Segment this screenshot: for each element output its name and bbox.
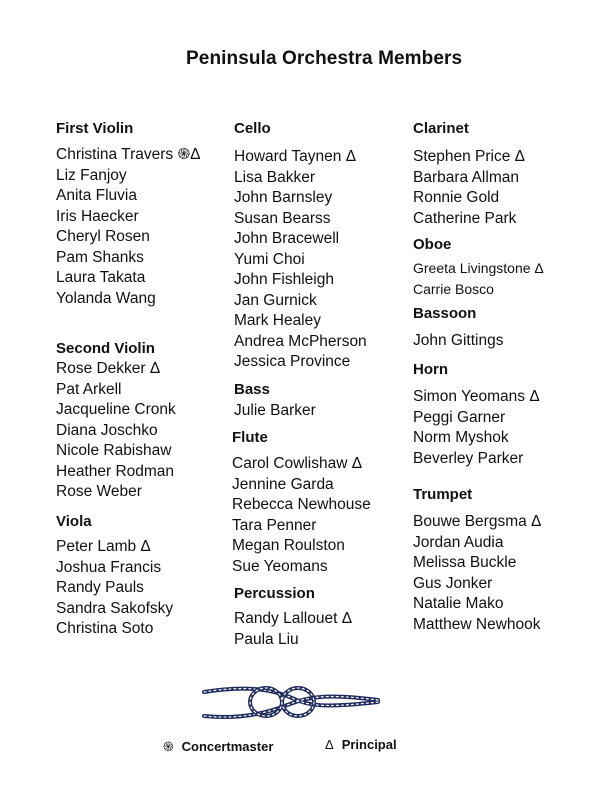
member-list-percussion: [234, 609, 352, 650]
member-name: Christina Soto: [56, 620, 154, 637]
legend-principal: [325, 737, 397, 752]
section-percussion: [234, 584, 352, 650]
section-first-violin: [56, 119, 200, 309]
member-list-bassoon: [413, 331, 503, 352]
section-heading-bass: Bass: [234, 381, 270, 398]
member-name: Julie Barker: [234, 402, 316, 419]
section-viola: [56, 512, 173, 640]
member-name: Carrie Bosco: [413, 280, 494, 297]
page-title: Peninsula Orchestra Members: [186, 48, 463, 69]
member-name: Megan Roulston: [232, 537, 345, 554]
section-heading-percussion: Percussion: [234, 585, 315, 602]
member-name: Matthew Newhook: [413, 615, 541, 633]
member-list-flute: [232, 454, 371, 577]
member-name: Peter Lamb Δ: [56, 538, 151, 555]
section-heading-oboe: Oboe: [413, 236, 452, 253]
member-name: Sandra Sakofsky: [56, 599, 174, 617]
section-heading-cello: Cello: [234, 120, 271, 137]
member-name: Randy Lallouet Δ: [234, 610, 353, 627]
member-list-first-violin: [56, 145, 200, 309]
member-name: Randy Pauls: [56, 579, 144, 596]
member-name: Paula Liu: [234, 630, 299, 648]
member-name: Andrea McPherson: [234, 332, 367, 350]
section-bassoon: [413, 304, 503, 352]
member-name: Diana Joschko: [56, 421, 158, 439]
section-trumpet: [413, 485, 541, 635]
member-name: Pam Shanks: [56, 248, 144, 266]
member-name: Simon Yeomans Δ: [413, 388, 540, 405]
member-name: John Bracewell: [234, 230, 340, 247]
member-list-clarinet: [413, 147, 525, 229]
member-list-oboe: [413, 258, 544, 299]
member-name: Yumi Choi: [234, 250, 305, 268]
member-name: Christina Travers ֍Δ: [56, 146, 201, 163]
member-name: Beverley Parker: [413, 449, 524, 467]
member-name: Ronnie Gold: [413, 189, 500, 206]
section-heading-trumpet: Trumpet: [413, 486, 473, 503]
member-name: Jordan Audia: [413, 533, 504, 551]
member-name: Nicole Rabishaw: [56, 442, 172, 459]
member-name: Liz Fanjoy: [56, 166, 127, 184]
member-name: Susan Bearss: [234, 209, 331, 227]
section-horn: [413, 360, 540, 469]
section-heading-flute: Flute: [232, 429, 268, 446]
member-name: Carol Cowlishaw Δ: [232, 455, 363, 472]
member-list-horn: [413, 387, 540, 469]
member-list-trumpet: [413, 512, 541, 635]
member-name: Sue Yeomans: [232, 557, 328, 575]
member-name: Joshua Francis: [56, 558, 162, 576]
member-name: Natalie Mako: [413, 595, 504, 612]
member-name: Norm Myshok: [413, 429, 509, 446]
member-name: John Fishleigh: [234, 271, 334, 288]
member-name: Jacqueline Cronk: [56, 401, 176, 418]
member-name: Lisa Bakker: [234, 168, 315, 186]
member-name: Mark Healey: [234, 312, 321, 329]
member-name: Bouwe Bergsma Δ: [413, 513, 542, 530]
member-list-bass: [234, 401, 316, 422]
member-name: Rebecca Newhouse: [232, 496, 371, 513]
member-name: Howard Taynen Δ: [234, 148, 357, 165]
member-name: Laura Takata: [56, 269, 146, 286]
member-name: Cheryl Rosen: [56, 228, 150, 245]
section-flute: [232, 428, 371, 577]
member-name: Gus Jonker: [413, 574, 493, 592]
legend-concertmaster-label: Concertmaster: [181, 739, 274, 754]
member-name: Tara Penner: [232, 516, 317, 534]
member-name: Greeta Livingstone Δ: [413, 260, 544, 276]
member-name: Heather Rodman: [56, 462, 175, 480]
member-name: Barbara Allman: [413, 168, 519, 186]
member-name: Catherine Park: [413, 209, 517, 227]
member-name: Pat Arkell: [56, 380, 122, 398]
member-name: Stephen Price Δ: [413, 148, 526, 165]
section-cello: [234, 119, 367, 373]
member-name: John Gittings: [413, 332, 504, 349]
legend-principal-label: Principal: [341, 737, 397, 752]
member-name: Yolanda Wang: [56, 289, 156, 307]
section-clarinet: [413, 119, 525, 229]
section-heading-bassoon: Bassoon: [413, 305, 477, 322]
member-name: Iris Haecker: [56, 207, 139, 225]
member-name: Jessica Province: [234, 353, 351, 370]
section-heading-second-violin: Second Violin: [56, 340, 155, 357]
section-heading-clarinet: Clarinet: [413, 120, 469, 137]
member-name: Anita Fluvia: [56, 187, 137, 204]
member-name: Rose Weber: [56, 483, 142, 500]
concertmaster-icon: ֍: [163, 739, 174, 754]
section-heading-viola: Viola: [56, 513, 92, 530]
member-name: Peggi Garner: [413, 408, 506, 426]
member-name: Rose Dekker Δ: [56, 360, 161, 377]
section-oboe: [413, 235, 544, 299]
section-heading-horn: Horn: [413, 361, 448, 378]
reef-knot-icon: [200, 676, 382, 726]
member-list-viola: [56, 537, 173, 640]
principal-icon: Δ: [325, 737, 334, 752]
member-name: John Barnsley: [234, 189, 333, 206]
member-list-cello: [234, 147, 367, 373]
section-heading-first-violin: First Violin: [56, 120, 134, 137]
legend-concertmaster: [163, 737, 273, 755]
member-name: Melissa Buckle: [413, 554, 517, 571]
member-name: Jennine Garda: [232, 475, 334, 493]
section-bass: [234, 380, 316, 422]
member-name: Jan Gurnick: [234, 291, 317, 309]
section-second-violin: [56, 339, 176, 503]
member-list-second-violin: [56, 359, 176, 503]
